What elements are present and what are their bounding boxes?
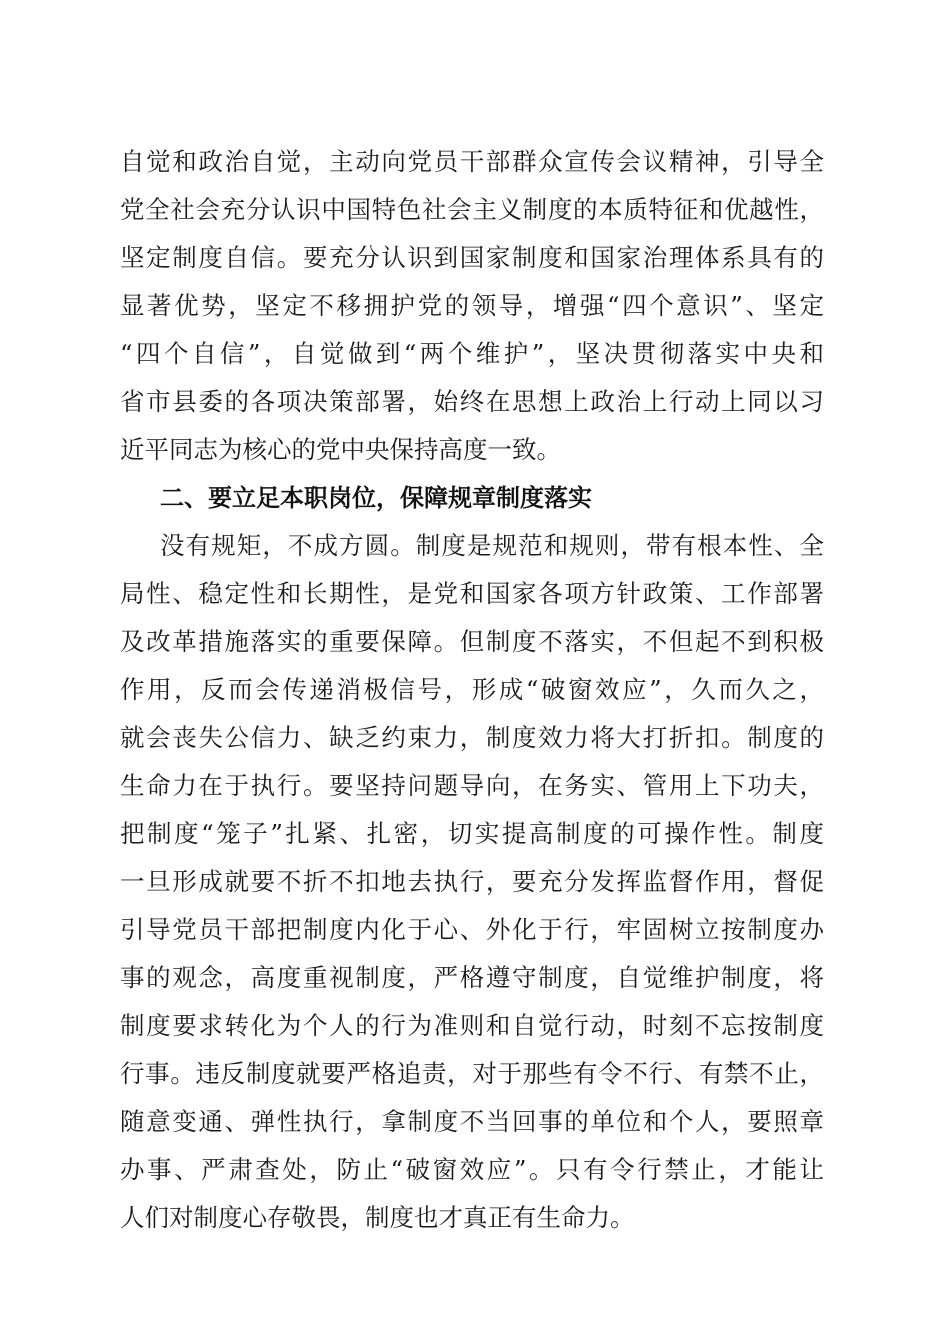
paragraph-line: 行事。违反制度就要严格追责，对于那些有令不行、有禁不止， [120, 1059, 824, 1088]
paragraph-line: 显著优势，坚定不移拥护党的领导，增强“四个意识”、坚定 [120, 291, 824, 320]
paragraph-line: 就会丧失公信力、缺乏约束力，制度效力将大打折扣。制度的 [120, 723, 824, 752]
paragraph-line: 生命力在于执行。要坚持问题导向，在务实、管用上下功夫， [120, 771, 824, 800]
paragraph-line: 党全社会充分认识中国特色社会主义制度的本质特征和优越性， [120, 195, 824, 224]
paragraph-line: 自觉和政治自觉，主动向党员干部群众宣传会议精神，引导全 [120, 147, 824, 176]
paragraph-line: 一旦形成就要不折不扣地去执行，要充分发挥监督作用，督促 [120, 867, 824, 896]
paragraph-line: 事的观念，高度重视制度，严格遵守制度，自觉维护制度，将 [120, 963, 824, 992]
paragraph-line: 人们对制度心存敬畏，制度也才真正有生命力。 [120, 1203, 635, 1232]
paragraph-line: 制度要求转化为个人的行为准则和自觉行动，时刻不忘按制度 [120, 1011, 824, 1040]
paragraph-line: 随意变通、弹性执行，拿制度不当回事的单位和个人，要照章 [120, 1107, 824, 1136]
paragraph-line: 把制度“笼子”扎紧、扎密，切实提高制度的可操作性。制度 [120, 819, 824, 848]
paragraph-line: 办事、严肃查处，防止“破窗效应”。只有令行禁止，才能让 [120, 1155, 824, 1184]
paragraph-line: 省市县委的各项决策部署，始终在思想上政治上行动上同以习 [120, 387, 824, 416]
paragraph-line: 及改革措施落实的重要保障。但制度不落实，不但起不到积极 [120, 627, 824, 656]
paragraph-line: 作用，反而会传递消极信号，形成“破窗效应”，久而久之， [120, 675, 824, 704]
paragraph-line: 引导党员干部把制度内化于心、外化于行，牢固树立按制度办 [120, 915, 824, 944]
paragraph-line: “四个自信”，自觉做到“两个维护”，坚决贯彻落实中央和 [120, 339, 824, 368]
paragraph-line: 坚定制度自信。要充分认识到国家制度和国家治理体系具有的 [120, 243, 824, 272]
paragraph-line: 没有规矩，不成方圆。制度是规范和规则，带有根本性、全 [160, 531, 824, 560]
section-heading: 二、要立足本职岗位，保障规章制度落实 [160, 484, 592, 512]
paragraph-line: 局性、稳定性和长期性，是党和国家各项方针政策、工作部署 [120, 579, 824, 608]
paragraph-line: 近平同志为核心的党中央保持高度一致。 [120, 435, 561, 464]
